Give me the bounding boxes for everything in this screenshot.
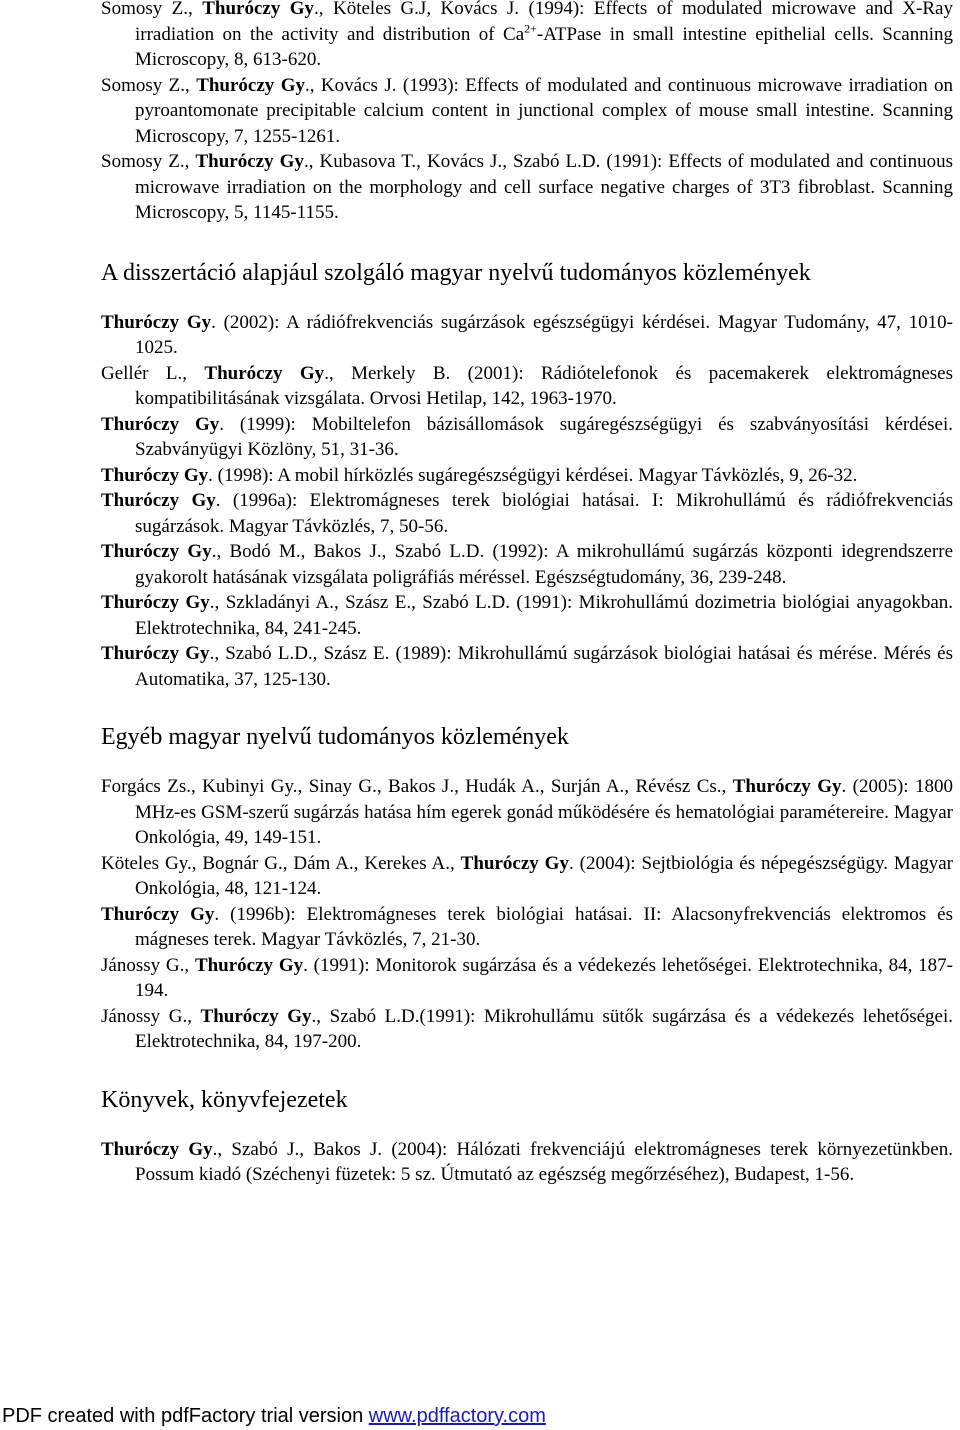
reference-author-highlight: Thuróczy Gy [101, 592, 210, 613]
reference-authors: Jánossy G., [101, 954, 195, 976]
reference-item [101, 310, 953, 361]
reference-text: ., Szkladányi A., Szász E., Szabó L.D. (1991): Mikrohullámú dozimetria biológiai anyagokban. Elektrotechnika, 84, 241-245. [135, 592, 954, 639]
reference-author-highlight: Thuróczy Gy [101, 1138, 213, 1160]
reference-authors: Somosy Z., [101, 0, 203, 19]
reference-item [101, 149, 953, 226]
reference-text-tail: -ATPase in small intestine epithelial cells. Scanning Microscopy, 8, 613-620. [135, 23, 954, 70]
reference-list-books [101, 1137, 953, 1188]
reference-text: . (1996b): Elektromágneses terek biológiai hatásai. II: Alacsonyfrekvenciás elektromos és mágneses terek. Magyar Távközlés, 7, 21-30. [135, 903, 953, 950]
reference-list-hungarian [101, 310, 953, 693]
reference-author-highlight: Thuróczy Gy [101, 541, 212, 562]
reference-authors: Köteles Gy., Bognár G., Dám A., Kerekes A., [101, 852, 461, 874]
reference-item [101, 774, 953, 851]
section-heading-books: Könyvek, könyvfejezetek [101, 1086, 348, 1113]
reference-author-highlight: Thuróczy Gy [200, 1005, 312, 1027]
reference-text: ., Szabó J., Bakos J. (2004): Hálózati frekvenciájú elektromágneses terek környezetünkben. Possum kiadó (Széchenyi füzetek: 5 sz. Útmutató az egészség megőrzéséhez), Budapest, 1-56. [135, 1138, 953, 1185]
reference-authors: Somosy Z., [101, 151, 196, 172]
reference-text: . (1999): Mobiltelefon bázisállomások sugáregészségügyi és szabványosítási kérdései. Szabványügyi Közlöny, 51, 31-36. [135, 413, 953, 460]
reference-text: . (2005): 1800 MHz-es GSM-szerű sugárzás hatása hím egerek gonád működésére és hematológiai paramétereire. Magyar Onkológia, 49, 149-151. [135, 776, 953, 848]
reference-author-highlight: Thuróczy Gy [195, 151, 304, 172]
reference-item [101, 412, 953, 463]
reference-item [101, 1004, 953, 1055]
reference-author-highlight: Thuróczy Gy [101, 903, 215, 925]
reference-author-highlight: Thuróczy Gy [101, 413, 220, 435]
reference-item [101, 361, 953, 412]
reference-item [101, 590, 953, 641]
reference-text: ., Merkely B. (2001): Rádiótelefonok és pacemakerek elektromágneses kompatibilitásának vizsgálata. Orvosi Hetilap, 142, 1963-1970. [135, 362, 954, 409]
section-heading-other-hungarian: Egyéb magyar nyelvű tudományos közlemények [101, 724, 569, 750]
pdf-footer-watermark [2, 1404, 546, 1428]
reference-author-highlight: Thuróczy Gy [101, 464, 209, 486]
reference-text: . (1991): Monitorok sugárzása és a védekezés lehetőségei. Elektrotechnika, 84, 187-194. [135, 954, 954, 1001]
reference-author-highlight: Thuróczy Gy [460, 852, 569, 874]
reference-text: ., Köteles G.J, Kovács J. (1994): Effects of modulated microwave and X-Ray irradiation on the activity and distribution of Ca [135, 0, 953, 45]
reference-text: ., Kovács J. (1993): Effects of modulated and continuous microwave irradiation on pyroantomonate precipitable calcium content in junctional complex of mouse small intestine. Scanning Microscopy, 7, 1255-1261. [135, 74, 953, 147]
reference-authors: Somosy Z., [101, 74, 197, 96]
reference-text: ., Bodó M., Bakos J., Szabó L.D. (1992): A mikrohullámú sugárzás központi idegrendszerre gyakorolt hatásának vizsgálata poligráfiás méréssel. Egészségtudomány, 36, 239-248. [135, 541, 953, 588]
reference-author-highlight: Thuróczy Gy [101, 643, 210, 664]
reference-list-intro [101, 0, 953, 226]
reference-item [101, 463, 953, 489]
reference-author-highlight: Thuróczy Gy [196, 74, 305, 96]
reference-text: ., Szabó L.D.(1991): Mikrohullámu sütők sugárzása és a védekezés lehetőségei. Elektrotechnika, 84, 197-200. [135, 1005, 953, 1052]
reference-item [101, 1137, 953, 1188]
reference-author-highlight: Thuróczy Gy [202, 0, 315, 19]
reference-item [101, 73, 953, 150]
reference-authors: Jánossy G., [101, 1005, 201, 1027]
reference-text: . (1998): A mobil hírközlés sugáregészségügyi kérdései. Magyar Távközlés, 9, 26-32. [208, 464, 858, 486]
reference-item [101, 488, 953, 539]
reference-item [101, 902, 953, 953]
reference-text: . (2004): Sejtbiológia és népegészségügy. Magyar Onkológia, 48, 121-124. [135, 852, 954, 899]
reference-text: . (1996a): Elektromágneses terek biológiai hatásai. I: Mikrohullámú és rádiófrekvenciás sugárzások. Magyar Távközlés, 7, 50-56. [135, 490, 953, 537]
footer-link[interactable]: www.pdffactory.com [368, 1405, 546, 1427]
reference-superscript: 2+ [524, 21, 537, 36]
reference-list-other [101, 774, 953, 1055]
section-heading-hungarian-dissertation: A disszertáció alapjául szolgáló magyar nyelvű tudományos közlemények [101, 259, 811, 286]
reference-authors: Gellér L., [101, 362, 205, 384]
reference-author-highlight: Thuróczy Gy [101, 311, 212, 333]
reference-author-highlight: Thuróczy Gy [101, 490, 216, 511]
reference-item [101, 953, 953, 1004]
reference-author-highlight: Thuróczy Gy [732, 776, 842, 797]
reference-item [101, 539, 953, 590]
reference-authors: Forgács Zs., Kubinyi Gy., Sinay G., Bakos J., Hudák A., Surján A., Révész Cs., [101, 776, 733, 797]
reference-text: ., Szabó L.D., Szász E. (1989): Mikrohullámú sugárzások biológiai hatásai és mérése. Mérés és Automatika, 37, 125-130. [135, 643, 953, 690]
reference-item [101, 641, 953, 692]
reference-author-highlight: Thuróczy Gy [204, 362, 325, 384]
reference-text: ., Kubasova T., Kovács J., Szabó L.D. (1991): Effects of modulated and continuous microwave irradiation on the morphology and cell surface negative charges of 3T3 fibroblast. Scanning Microscopy, 5, 1145-1155. [135, 151, 953, 223]
reference-text: . (2002): A rádiófrekvenciás sugárzások egészségügyi kérdései. Magyar Tudomány, 47, 1010-1025. [135, 311, 953, 358]
reference-author-highlight: Thuróczy Gy [194, 954, 304, 976]
reference-item [101, 0, 953, 73]
reference-item [101, 851, 953, 902]
footer-text: PDF created with pdfFactory trial version [2, 1405, 369, 1427]
document-body [101, 0, 953, 1188]
